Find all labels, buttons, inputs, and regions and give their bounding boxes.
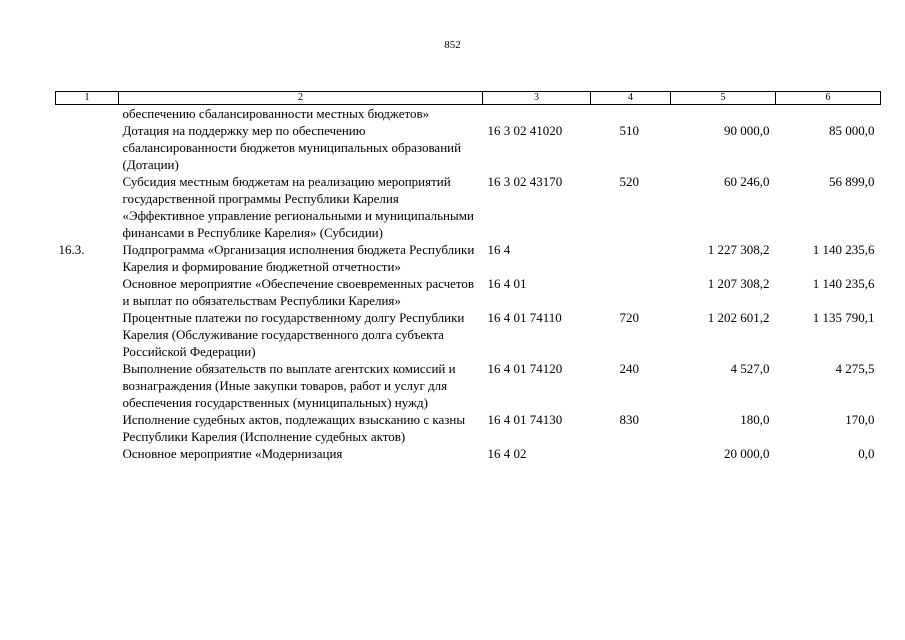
- row-number: [56, 122, 119, 173]
- row-value-2: 85 000,0: [829, 123, 875, 138]
- table-row: [56, 122, 881, 173]
- row-value-2: 1 140 235,6: [812, 242, 875, 257]
- row-value-2: 1 135 790,1: [812, 310, 875, 325]
- row-expense-type: [591, 275, 671, 309]
- row-code: 16 3 02 43170: [487, 174, 563, 189]
- row-expense-type: [591, 241, 671, 275]
- row-value-2: 170,0: [845, 412, 875, 427]
- column-header-code: 3: [483, 92, 591, 105]
- row-value-1: 1 207 308,2: [707, 276, 770, 291]
- page-number: 852: [444, 39, 461, 51]
- row-value-1: 1 202 601,2: [707, 310, 770, 325]
- row-expense-type: 720: [619, 310, 639, 325]
- row-code: 16 4 02: [487, 446, 527, 461]
- row-name: Подпрограмма «Организация исполнения бюджета Республики Карелия и формирование бюджетной отчетности»: [122, 242, 475, 274]
- row-number: [56, 105, 119, 123]
- row-name: Процентные платежи по государственному долгу Республики Карелия (Обслуживание государственного долга субъекта Российской Федерации): [122, 310, 465, 359]
- table-row: [56, 309, 881, 360]
- row-name: Основное мероприятие «Модернизация: [122, 446, 343, 461]
- row-number: [56, 445, 119, 462]
- row-value-1: 60 246,0: [724, 174, 770, 189]
- table-header-row: [56, 92, 881, 105]
- row-name: Исполнение судебных актов, подлежащих взысканию с казны Республики Карелия (Исполнение судебных актов): [122, 412, 466, 444]
- row-expense-type: 830: [619, 412, 639, 427]
- row-value-1: 180,0: [740, 412, 770, 427]
- column-header-name: 2: [119, 92, 483, 105]
- row-value-1: 4 527,0: [730, 361, 770, 376]
- row-name: обеспечению сбалансированности местных бюджетов»: [122, 106, 430, 121]
- table-row: [56, 105, 881, 123]
- row-code: [483, 105, 591, 123]
- row-value-1: 1 227 308,2: [707, 242, 770, 257]
- budget-table: [55, 91, 881, 462]
- row-number: [56, 360, 119, 411]
- row-value-1: [671, 105, 776, 123]
- row-value-2: 56 899,0: [829, 174, 875, 189]
- row-expense-type: [591, 105, 671, 123]
- row-value-2: [776, 105, 881, 123]
- row-code: 16 4 01 74120: [487, 361, 563, 376]
- row-value-2: 0,0: [858, 446, 875, 461]
- row-expense-type: 520: [619, 174, 639, 189]
- row-code: 16 3 02 41020: [487, 123, 563, 138]
- row-number: [56, 275, 119, 309]
- column-header-value-1: 5: [671, 92, 776, 105]
- row-value-1: 90 000,0: [724, 123, 770, 138]
- row-name: Выполнение обязательств по выплате агентских комиссий и вознаграждения (Иные закупки товаров, работ и услуг для обеспечения государственных (муниципальных) нужд): [122, 361, 456, 410]
- row-code: 16 4 01 74110: [487, 310, 562, 325]
- row-code: 16 4 01: [487, 276, 527, 291]
- row-value-1: 20 000,0: [724, 446, 770, 461]
- column-header-type: 4: [591, 92, 671, 105]
- row-value-2: 1 140 235,6: [812, 276, 875, 291]
- table-row: [56, 275, 881, 309]
- table-body: [56, 105, 881, 463]
- row-expense-type: [591, 445, 671, 462]
- row-name: Основное мероприятие «Обеспечение своевременных расчетов и выплат по обязательствам Республики Карелия»: [122, 276, 475, 308]
- row-name: Дотация на поддержку мер по обеспечению сбалансированности бюджетов муниципальных образований (Дотации): [122, 123, 462, 172]
- row-code: 16 4: [487, 242, 511, 257]
- table-row: [56, 241, 881, 275]
- row-name: Субсидия местным бюджетам на реализацию мероприятий государственной программы Республики Карелия «Эффективное управление региональными и муниципальными финансами в Республике Карелия» (Субсидии): [122, 174, 474, 240]
- row-number: [56, 173, 119, 241]
- column-header-number: 1: [56, 92, 119, 105]
- table-row: [56, 173, 881, 241]
- row-expense-type: 240: [619, 361, 639, 376]
- row-number: 16.3.: [58, 242, 85, 257]
- row-value-2: 4 275,5: [835, 361, 875, 376]
- row-code: 16 4 01 74130: [487, 412, 563, 427]
- row-number: [56, 411, 119, 445]
- row-number: [56, 309, 119, 360]
- table-row: [56, 360, 881, 411]
- table-row: [56, 445, 881, 462]
- table-row: [56, 411, 881, 445]
- row-expense-type: 510: [619, 123, 639, 138]
- column-header-value-2: 6: [776, 92, 881, 105]
